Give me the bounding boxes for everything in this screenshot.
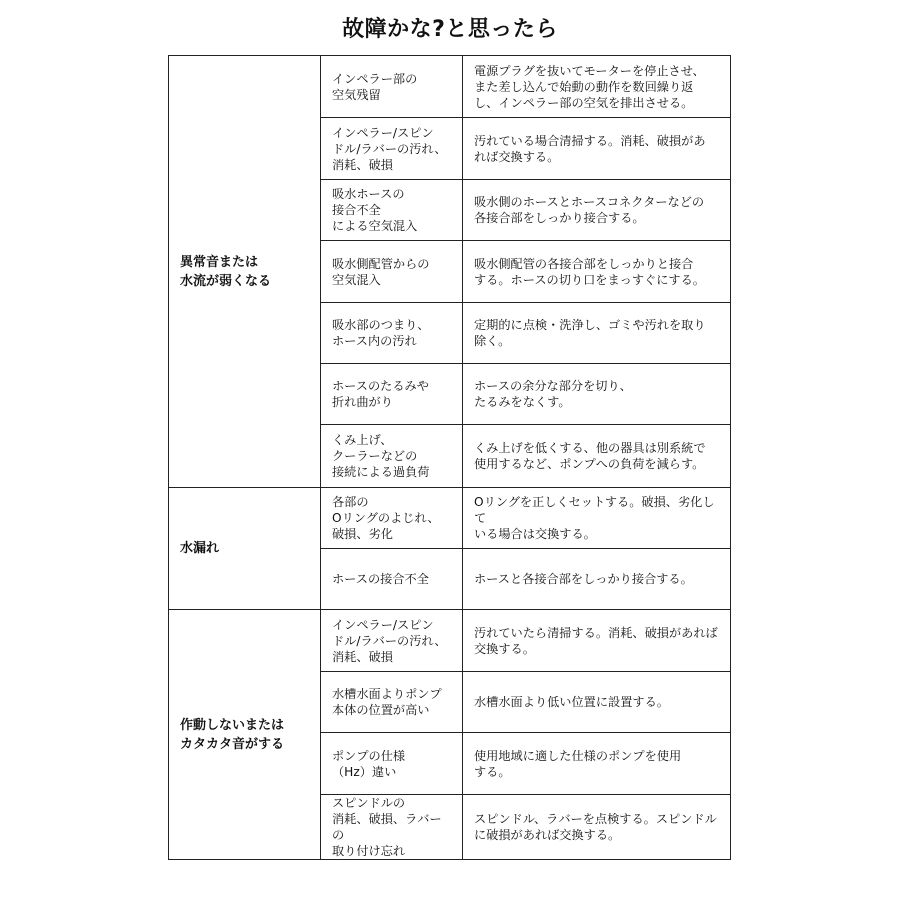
- remedy-cell: 汚れている場合清掃する。消耗、破損があ れば交換する。: [463, 118, 731, 180]
- symptom-cell: 作動しないまたは カタカタ音がする: [169, 610, 321, 860]
- cause-cell: ホースの接合不全: [321, 549, 463, 610]
- remedy-cell: スピンドル、ラバーを点検する。スピンドル に破損があれば交換する。: [463, 795, 731, 860]
- cause-cell: 吸水部のつまり、 ホース内の汚れ: [321, 303, 463, 364]
- remedy-cell: くみ上げを低くする、他の器具は別系統で 使用するなど、ポンプへの負荷を減らす。: [463, 425, 731, 488]
- remedy-cell: 汚れていたら清掃する。消耗、破損があれば 交換する。: [463, 610, 731, 672]
- troubleshooting-table: [168, 55, 731, 860]
- remedy-cell: Oリングを正しくセットする。破損、劣化して いる場合は交換する。: [463, 488, 731, 549]
- cause-cell: くみ上げ、 クーラーなどの 接続による過負荷: [321, 425, 463, 488]
- table-row: [169, 610, 731, 672]
- cause-cell: 各部の Oリングのよじれ、 破損、劣化: [321, 488, 463, 549]
- remedy-cell: 定期的に点検・洗浄し、ゴミや汚れを取り 除く。: [463, 303, 731, 364]
- cause-cell: ホースのたるみや 折れ曲がり: [321, 364, 463, 425]
- symptom-cell: 異常音または 水流が弱くなる: [169, 56, 321, 488]
- cause-cell: 吸水側配管からの 空気混入: [321, 241, 463, 303]
- symptom-cell: 水漏れ: [169, 488, 321, 610]
- remedy-cell: 電源プラグを抜いてモーターを停止させ、 また差し込んで始動の動作を数回繰り返 し、インペラー部の空気を排出させる。: [463, 56, 731, 118]
- remedy-cell: 使用地域に適した仕様のポンプを使用 する。: [463, 733, 731, 795]
- cause-cell: インペラー部の 空気残留: [321, 56, 463, 118]
- cause-cell: インペラー/スピン ドル/ラバーの汚れ、 消耗、破損: [321, 118, 463, 180]
- remedy-cell: 水槽水面より低い位置に設置する。: [463, 672, 731, 733]
- cause-cell: 水槽水面よりポンプ 本体の位置が高い: [321, 672, 463, 733]
- table-row: [169, 488, 731, 549]
- remedy-cell: ホースと各接合部をしっかり接合する。: [463, 549, 731, 610]
- cause-cell: スピンドルの 消耗、破損、ラバーの 取り付け忘れ: [321, 795, 463, 860]
- remedy-cell: 吸水側のホースとホースコネクターなどの 各接合部をしっかり接合する。: [463, 180, 731, 241]
- page-title: 故障かな?と思ったら: [342, 17, 558, 42]
- remedy-cell: ホースの余分な部分を切り、 たるみをなくす。: [463, 364, 731, 425]
- table-row: [169, 56, 731, 118]
- cause-cell: 吸水ホースの 接合不全 による空気混入: [321, 180, 463, 241]
- cause-cell: ポンプの仕様 （Hz）違い: [321, 733, 463, 795]
- remedy-cell: 吸水側配管の各接合部をしっかりと接合 する。ホースの切り口をまっすぐにする。: [463, 241, 731, 303]
- cause-cell: インペラー/スピン ドル/ラバーの汚れ、 消耗、破損: [321, 610, 463, 672]
